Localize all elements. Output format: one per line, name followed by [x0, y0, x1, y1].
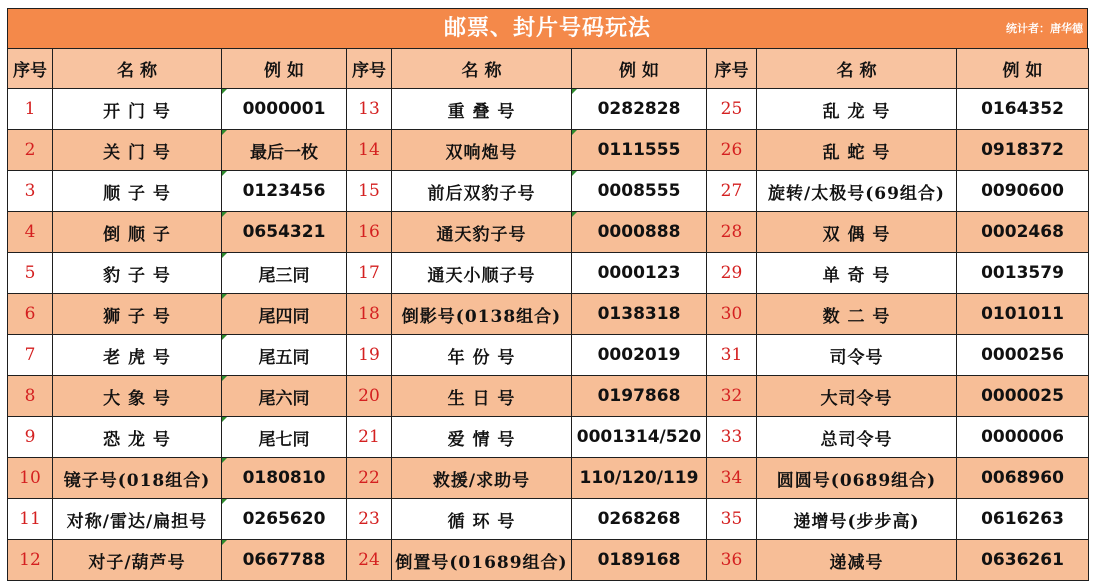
name-cell[interactable]: 对称/雷达/扁担号 [53, 499, 222, 540]
seq-cell[interactable]: 10 [8, 458, 53, 499]
example-cell[interactable]: 0000001 [222, 89, 347, 130]
name-cell[interactable]: 开 门 号 [53, 89, 222, 130]
name-cell[interactable]: 大司令号 [757, 376, 957, 417]
name-cell[interactable]: 救援/求助号 [392, 458, 572, 499]
seq-cell[interactable]: 22 [347, 458, 392, 499]
table-row [8, 89, 1089, 130]
example-cell[interactable]: 0636261 [957, 540, 1089, 581]
table-row [8, 294, 1089, 335]
name-cell[interactable]: 单 奇 号 [757, 253, 957, 294]
example-cell[interactable]: 尾五同 [222, 335, 347, 376]
seq-cell[interactable]: 13 [347, 89, 392, 130]
example-cell[interactable]: 尾三同 [222, 253, 347, 294]
seq-cell[interactable]: 36 [707, 540, 757, 581]
name-cell[interactable]: 递减号 [757, 540, 957, 581]
header-example[interactable]: 例 如 [957, 49, 1089, 89]
example-cell[interactable]: 0001314/520 [572, 417, 707, 458]
name-cell[interactable]: 老 虎 号 [53, 335, 222, 376]
header-example[interactable]: 例 如 [222, 49, 347, 89]
example-cell[interactable]: 0282828 [572, 89, 707, 130]
seq-cell[interactable]: 20 [347, 376, 392, 417]
seq-cell[interactable]: 15 [347, 171, 392, 212]
seq-cell[interactable]: 32 [707, 376, 757, 417]
name-cell[interactable]: 顺 子 号 [53, 171, 222, 212]
example-cell[interactable]: 0000256 [957, 335, 1089, 376]
table-row [8, 458, 1089, 499]
name-cell[interactable]: 豹 子 号 [53, 253, 222, 294]
example-cell[interactable]: 0197868 [572, 376, 707, 417]
example-cell[interactable]: 0002468 [957, 212, 1089, 253]
example-cell[interactable]: 0000006 [957, 417, 1089, 458]
seq-cell[interactable]: 27 [707, 171, 757, 212]
name-cell[interactable]: 通天小顺子号 [392, 253, 572, 294]
example-cell[interactable]: 110/120/119 [572, 458, 707, 499]
seq-cell[interactable]: 14 [347, 130, 392, 171]
seq-cell[interactable]: 1 [8, 89, 53, 130]
table-row [8, 499, 1089, 540]
example-cell[interactable]: 0000025 [957, 376, 1089, 417]
seq-cell[interactable]: 25 [707, 89, 757, 130]
seq-cell[interactable]: 16 [347, 212, 392, 253]
example-cell[interactable]: 0090600 [957, 171, 1089, 212]
name-cell[interactable]: 数 二 号 [757, 294, 957, 335]
example-cell[interactable]: 0101011 [957, 294, 1089, 335]
seq-cell[interactable]: 8 [8, 376, 53, 417]
example-cell[interactable]: 0268268 [572, 499, 707, 540]
name-cell[interactable]: 双响炮号 [392, 130, 572, 171]
example-cell[interactable]: 0008555 [572, 171, 707, 212]
example-cell[interactable]: 0002019 [572, 335, 707, 376]
seq-cell[interactable]: 4 [8, 212, 53, 253]
seq-cell[interactable]: 18 [347, 294, 392, 335]
seq-cell[interactable]: 2 [8, 130, 53, 171]
header-row [8, 49, 1089, 89]
seq-cell[interactable]: 26 [707, 130, 757, 171]
name-cell[interactable]: 递增号(步步高) [757, 499, 957, 540]
header-seq[interactable]: 序号 [347, 49, 392, 89]
seq-cell[interactable]: 3 [8, 171, 53, 212]
seq-cell[interactable]: 6 [8, 294, 53, 335]
table-row [8, 376, 1089, 417]
table-row [8, 540, 1089, 581]
example-cell[interactable]: 0000888 [572, 212, 707, 253]
name-cell[interactable]: 恐 龙 号 [53, 417, 222, 458]
seq-cell[interactable]: 29 [707, 253, 757, 294]
header-name[interactable]: 名 称 [392, 49, 572, 89]
author-label: 统计者：唐华德 [1006, 22, 1083, 35]
example-cell[interactable]: 0265620 [222, 499, 347, 540]
name-cell[interactable]: 大 象 号 [53, 376, 222, 417]
example-cell[interactable]: 0180810 [222, 458, 347, 499]
example-cell[interactable]: 尾六同 [222, 376, 347, 417]
name-cell[interactable]: 对子/葫芦号 [53, 540, 222, 581]
example-cell[interactable]: 0164352 [957, 89, 1089, 130]
header-name[interactable]: 名 称 [53, 49, 222, 89]
stamp-number-table [7, 48, 1089, 581]
seq-cell[interactable]: 34 [707, 458, 757, 499]
example-cell[interactable]: 尾七同 [222, 417, 347, 458]
name-cell[interactable]: 狮 子 号 [53, 294, 222, 335]
example-cell[interactable]: 0616263 [957, 499, 1089, 540]
seq-cell[interactable]: 35 [707, 499, 757, 540]
example-cell[interactable]: 0068960 [957, 458, 1089, 499]
example-cell[interactable]: 0189168 [572, 540, 707, 581]
seq-cell[interactable]: 23 [347, 499, 392, 540]
header-name[interactable]: 名 称 [757, 49, 957, 89]
seq-cell[interactable]: 9 [8, 417, 53, 458]
table-row [8, 171, 1089, 212]
header-seq[interactable]: 序号 [707, 49, 757, 89]
example-cell[interactable]: 尾四同 [222, 294, 347, 335]
seq-cell[interactable]: 31 [707, 335, 757, 376]
example-cell[interactable]: 0111555 [572, 130, 707, 171]
example-cell[interactable]: 0000123 [572, 253, 707, 294]
example-cell[interactable]: 最后一枚 [222, 130, 347, 171]
name-cell[interactable]: 通天豹子号 [392, 212, 572, 253]
name-cell[interactable]: 前后双豹子号 [392, 171, 572, 212]
name-cell[interactable]: 爱 情 号 [392, 417, 572, 458]
header-seq[interactable]: 序号 [8, 49, 53, 89]
seq-cell[interactable]: 12 [8, 540, 53, 581]
name-cell[interactable]: 倒置号(01689组合) [392, 540, 572, 581]
table-row [8, 253, 1089, 294]
name-cell[interactable]: 司令号 [757, 335, 957, 376]
table-row [8, 335, 1089, 376]
seq-cell[interactable]: 33 [707, 417, 757, 458]
name-cell[interactable]: 乱 龙 号 [757, 89, 957, 130]
seq-cell[interactable]: 30 [707, 294, 757, 335]
name-cell[interactable]: 生 日 号 [392, 376, 572, 417]
seq-cell[interactable]: 24 [347, 540, 392, 581]
seq-cell[interactable]: 28 [707, 212, 757, 253]
name-cell[interactable]: 重 叠 号 [392, 89, 572, 130]
name-cell[interactable]: 关 门 号 [53, 130, 222, 171]
example-cell[interactable]: 0138318 [572, 294, 707, 335]
title-bar [7, 8, 1088, 48]
table-row [8, 130, 1089, 171]
table-row [8, 212, 1089, 253]
name-cell[interactable]: 圆圆号(0689组合) [757, 458, 957, 499]
example-cell[interactable]: 0123456 [222, 171, 347, 212]
seq-cell[interactable]: 17 [347, 253, 392, 294]
table-row [8, 417, 1089, 458]
header-example[interactable]: 例 如 [572, 49, 707, 89]
example-cell[interactable]: 0654321 [222, 212, 347, 253]
example-cell[interactable]: 0667788 [222, 540, 347, 581]
seq-cell[interactable]: 21 [347, 417, 392, 458]
example-cell[interactable]: 0918372 [957, 130, 1089, 171]
sheet-title: 邮票、封片号码玩法 [443, 16, 651, 41]
seq-cell[interactable]: 11 [8, 499, 53, 540]
name-cell[interactable]: 总司令号 [757, 417, 957, 458]
name-cell[interactable]: 倒影号(0138组合) [392, 294, 572, 335]
name-cell[interactable]: 循 环 号 [392, 499, 572, 540]
name-cell[interactable]: 乱 蛇 号 [757, 130, 957, 171]
name-cell[interactable]: 镜子号(018组合) [53, 458, 222, 499]
seq-cell[interactable]: 19 [347, 335, 392, 376]
name-cell[interactable]: 旋转/太极号(69组合) [757, 171, 957, 212]
example-cell[interactable]: 0013579 [957, 253, 1089, 294]
seq-cell[interactable]: 5 [8, 253, 53, 294]
name-cell[interactable]: 双 偶 号 [757, 212, 957, 253]
name-cell[interactable]: 倒 顺 子 [53, 212, 222, 253]
seq-cell[interactable]: 7 [8, 335, 53, 376]
name-cell[interactable]: 年 份 号 [392, 335, 572, 376]
